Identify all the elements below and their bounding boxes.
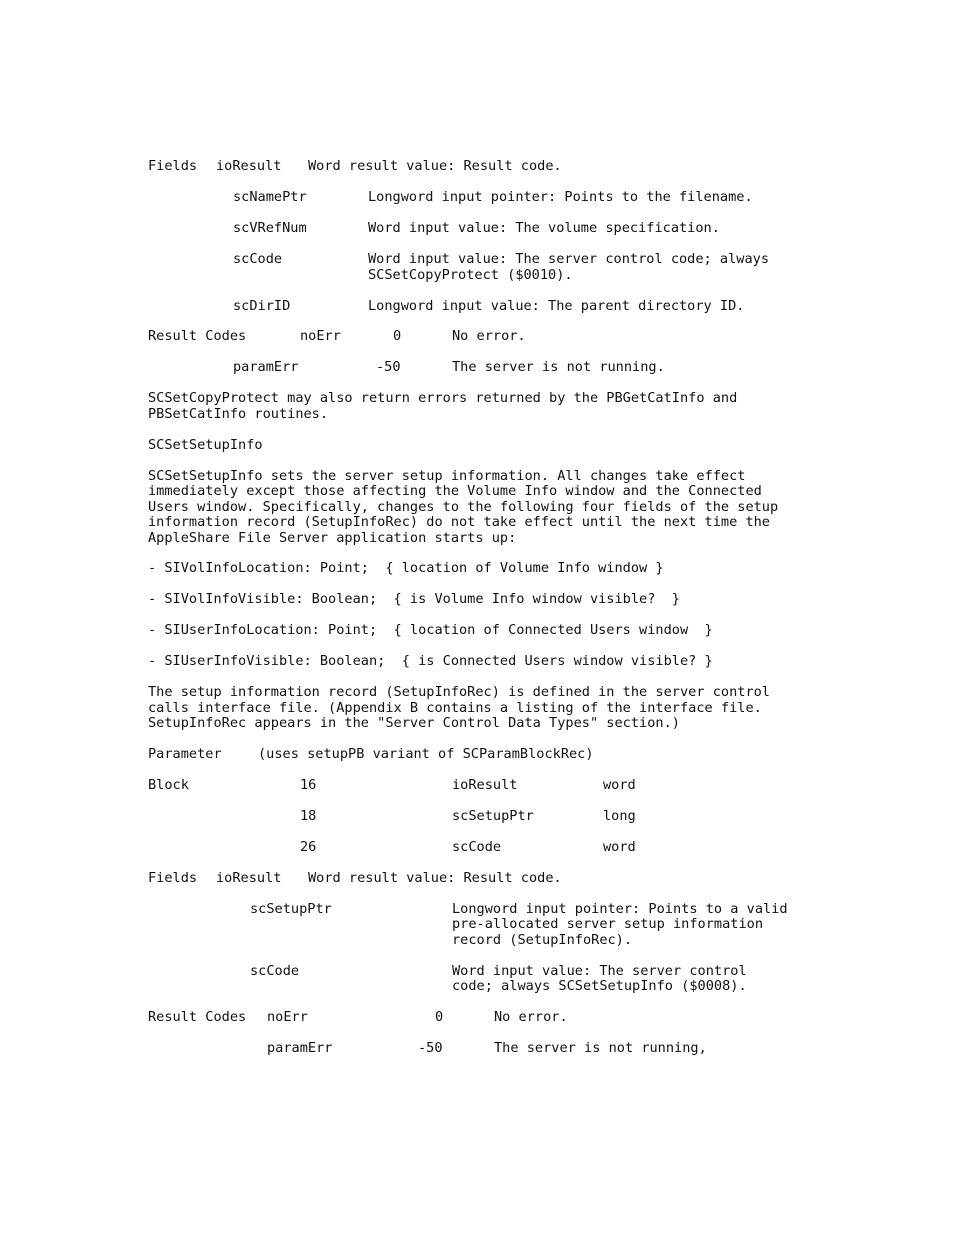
block-field-size: word — [603, 777, 636, 793]
fields-heading: Fields — [148, 870, 198, 886]
list-item: - SIUserInfoVisible: Boolean; { is Connected Users window visible? } — [148, 653, 713, 669]
result-code-description: The server is not running. — [452, 359, 665, 375]
block-field-size: word — [603, 839, 636, 855]
result-code-description: The server is not running, — [494, 1040, 707, 1056]
fields-heading: Fields — [148, 158, 198, 174]
field-name: scVRefNum — [233, 220, 307, 236]
field-description: Longword input pointer: Points to a valid — [452, 901, 788, 917]
result-code-description: No error. — [452, 328, 526, 344]
block-heading: Block — [148, 777, 189, 793]
result-code-value: -50 — [418, 1040, 443, 1056]
paragraph-line: immediately except those affecting the Volume Info window and the Connected — [148, 483, 762, 499]
field-name: scDirID — [233, 298, 291, 314]
field-description: Word input value: The server control — [452, 963, 747, 979]
block-offset: 26 — [300, 839, 317, 855]
field-name: scCode — [250, 963, 300, 979]
paragraph-line: Users window. Specifically, changes to the following four fields of the setup — [148, 499, 779, 515]
field-description: Word result value: Result code. — [308, 158, 562, 174]
parameter-heading: Parameter — [148, 746, 222, 762]
section-title: SCSetSetupInfo — [148, 437, 263, 453]
paragraph-line: SetupInfoRec appears in the "Server Control Data Types" section.) — [148, 715, 680, 731]
list-item: - SIVolInfoVisible: Boolean; { is Volume Info window visible? } — [148, 591, 680, 607]
paragraph-line: AppleShare File Server application starts up: — [148, 530, 517, 546]
field-name: ioResult — [216, 870, 282, 886]
block-offset: 18 — [300, 808, 317, 824]
result-code-value: -50 — [376, 359, 401, 375]
field-description: pre-allocated server setup information — [452, 916, 763, 932]
field-description: Word input value: The server control code; always — [368, 251, 770, 267]
field-description: Longword input pointer: Points to the filename. — [368, 189, 753, 205]
block-field-name: scSetupPtr — [452, 808, 534, 824]
field-description: Word result value: Result code. — [308, 870, 562, 886]
field-name: scSetupPtr — [250, 901, 332, 917]
field-name: scCode — [233, 251, 283, 267]
paragraph-line: information record (SetupInfoRec) do not take effect until the next time the — [148, 514, 770, 530]
paragraph-line: The setup information record (SetupInfoRec) is defined in the server control — [148, 684, 770, 700]
list-item: - SIUserInfoLocation: Point; { location of Connected Users window } — [148, 622, 713, 638]
field-name: ioResult — [216, 158, 282, 174]
result-code-value: 0 — [435, 1009, 444, 1025]
paragraph-line: SCSetSetupInfo sets the server setup information. All changes take effect — [148, 468, 746, 484]
result-code-name: noErr — [300, 328, 341, 344]
result-code-name: paramErr — [233, 359, 299, 375]
parameter-note: (uses setupPB variant of SCParamBlockRec) — [258, 746, 594, 762]
block-field-size: long — [603, 808, 636, 824]
paragraph-line: PBSetCatInfo routines. — [148, 406, 329, 422]
result-codes-heading: Result Codes — [148, 1009, 247, 1025]
result-code-value: 0 — [393, 328, 402, 344]
field-description: Longword input value: The parent directory ID. — [368, 298, 745, 314]
block-offset: 16 — [300, 777, 317, 793]
result-code-name: noErr — [267, 1009, 308, 1025]
paragraph-line: SCSetCopyProtect may also return errors returned by the PBGetCatInfo and — [148, 390, 738, 406]
field-description: Word input value: The volume specification. — [368, 220, 720, 236]
result-code-description: No error. — [494, 1009, 568, 1025]
block-field-name: scCode — [452, 839, 502, 855]
field-name: scNamePtr — [233, 189, 307, 205]
result-codes-heading: Result Codes — [148, 328, 247, 344]
block-field-name: ioResult — [452, 777, 518, 793]
field-description: SCSetCopyProtect ($0010). — [368, 267, 573, 283]
result-code-name: paramErr — [267, 1040, 333, 1056]
field-description: code; always SCSetSetupInfo ($0008). — [452, 978, 747, 994]
list-item: - SIVolInfoLocation: Point; { location of Volume Info window } — [148, 560, 664, 576]
field-description: record (SetupInfoRec). — [452, 932, 633, 948]
paragraph-line: calls interface file. (Appendix B contains a listing of the interface file. — [148, 700, 762, 716]
